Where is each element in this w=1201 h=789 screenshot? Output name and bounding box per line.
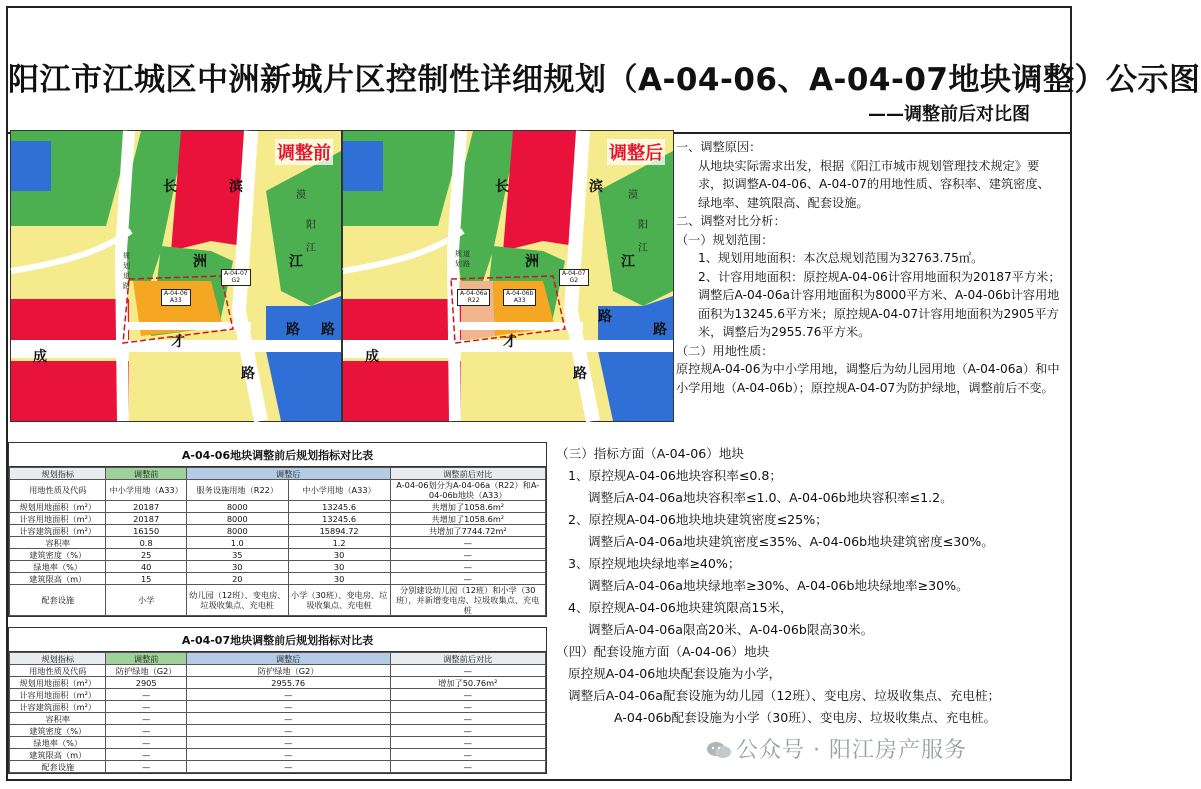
road-label: 江 [289,254,303,270]
section-heading: （四）配套设施方面（A-04-06）地块 [556,644,770,659]
paragraph: 调整后A-04-06a地块绿地率≥30%、A-04-06b地块绿地率≥30%。 [588,578,969,593]
road-label: 洲 [193,254,207,270]
road-note: 规 [123,252,130,260]
table-cell: 防护绿地（G2） [186,665,390,677]
table-cell: 用地性质及代码 [10,665,106,677]
plot-use: G2 [231,276,241,284]
road-label: 才 [171,334,185,350]
table-row [10,525,546,537]
table-row [10,761,546,773]
paragraph: 2、计容用地面积：原控规A-04-06计容用地面积为20187平方米；调整后A-04-06a计容用地面积为8000平方米、A-04-06b计容用地面积为13245.6平方米；原控规A-04-07计容用地面积为2905平方米，调整后为2955.76平方米。 [698,269,1061,339]
table-cell: — [106,761,186,773]
table-cell: — [106,725,186,737]
table-cell: 容积率 [10,537,106,549]
paragraph: 调整后A-04-06a地块建筑密度≤35%、A-04-06b地块建筑密度≤30%。 [588,534,994,549]
table-cell: — [390,737,545,749]
table-cell: 15 [106,573,186,585]
table-title: A-04-07地块调整前后规划指标对比表 [9,628,546,652]
table-cell: 35 [186,549,288,561]
paragraph: 1、规划用地面积：本次总规划范围为32763.75㎡。 [698,251,984,265]
river-label: 阳 [638,220,648,231]
table-row [10,480,546,501]
table-cell: 2955.76 [186,677,390,689]
header-cell: 规划指标 [10,653,106,665]
table-cell: 13245.6 [288,513,390,525]
table-cell: — [186,689,390,701]
table-cell: 规划用地面积（m²） [10,677,106,689]
plot-code: A-04-06b [506,290,534,297]
map-before-drawing [11,131,341,421]
road-label: 路 [598,309,612,325]
table-cell: — [186,749,390,761]
plot-code: A-04-06a [460,290,488,297]
road-label: 路 [286,322,300,338]
table-cell: 2905 [106,677,186,689]
page-title: 阳江市江城区中洲新城片区控制性详细规划（A-04-06、A-04-07地块调整）公示图 [8,62,1201,98]
table-row [10,713,546,725]
table-cell: — [390,713,545,725]
road-note: 路 [463,260,470,268]
table-cell: 13245.6 [288,501,390,513]
plot-code: A-04-06 [164,290,188,297]
table-cell: 分别建设幼儿园（12班）和小学（30班），并新增变电房、垃圾收集点、充电桩 [390,585,545,616]
header-cell: 调整前 [106,468,186,480]
paragraph: 调整后A-04-06a配套设施为幼儿园（12班）、变电房、垃圾收集点、充电桩； [568,688,1001,703]
plot-use: A33 [513,296,526,304]
table-row [10,585,546,616]
road-label: 成 [33,349,47,365]
table-cell: 绿地率（%） [10,737,106,749]
plot-tag-a04-07 [559,269,589,286]
paragraph: 原控规A-04-06地块配套设施为小学， [568,666,782,681]
table-cell: — [390,761,545,773]
title-block [8,8,1201,134]
table-cell: 建筑限高（m） [10,749,106,761]
table-cell: — [390,561,545,573]
road-note: 路 [123,282,130,290]
table-cell: 计容用地面积（m²） [10,689,106,701]
table-cell: — [390,725,545,737]
plot-use: G2 [569,276,579,284]
table-cell: 共增加了7744.72m² [390,525,545,537]
paragraph: 1、原控规A-04-06地块容积率≤0.8； [568,468,783,483]
map-after [342,130,674,422]
paragraph: 原控规A-04-06为中小学用地，调整后为幼儿园用地（A-04-06a）和中小学用地（A-04-06b）；原控规A-04-07为防护绿地，调整前后不变。 [676,362,1060,395]
subsection-heading: （一）规划范围： [676,232,774,247]
adjustment-notes [676,138,1061,397]
paragraph: 2、原控规A-04-06地块地块建筑密度≤25%； [568,512,828,527]
header-cell: 调整后 [186,653,390,665]
paragraph: 4、原控规A-04-06地块建筑限高15米， [568,600,793,615]
table-cell: 容积率 [10,713,106,725]
table-cell: — [106,749,186,761]
road-label: 长 [495,179,509,195]
plot-tag-a04-06b [503,289,536,306]
table-cell: 建筑限高（m） [10,573,106,585]
table-row [10,537,546,549]
table-row [10,561,546,573]
table-cell: 30 [186,561,288,573]
plot-tag-a04-07 [221,269,251,286]
table-cell: 服务设施用地（R22） [186,480,288,501]
road-label: 路 [573,366,587,382]
table-cell: — [390,701,545,713]
table-body [10,665,546,773]
table-row [10,701,546,713]
table-cell: 建筑密度（%） [10,725,106,737]
road-label: 滨 [229,179,243,195]
table-row [10,749,546,761]
road-note: 道 [463,250,470,258]
paragraph: 3、原控规地块绿地率≥40%； [568,556,741,571]
header-cell: 调整前后对比 [390,653,545,665]
table-cell: 8000 [186,525,288,537]
header-cell: 规划指标 [10,468,106,480]
plot-use: A33 [169,296,182,304]
table-cell: — [106,701,186,713]
wechat-icon [706,740,732,760]
table-cell: 共增加了1058.6m² [390,513,545,525]
table-cell: 40 [106,561,186,573]
table-cell: 小学 [106,585,186,616]
table-cell: 20187 [106,501,186,513]
plot-tag-a04-06 [161,289,191,306]
table-cell: — [186,737,390,749]
table-body [10,480,546,616]
page-subtitle: ——调整前后对比图 [868,104,1030,125]
table-row [10,573,546,585]
table-a04-06 [8,442,547,617]
table-cell: — [390,665,545,677]
table-row [10,737,546,749]
table-row [10,513,546,525]
table-row [10,677,546,689]
table-cell: 16150 [106,525,186,537]
table-cell: — [106,713,186,725]
indicator-table [9,467,546,616]
road-label: 路 [653,322,667,338]
watermark [706,733,967,764]
section-heading: 二、调整对比分析： [676,214,786,228]
table-cell: 幼儿园（12班）、变电房、垃圾收集点、充电桩 [186,585,288,616]
table-cell: 8000 [186,501,288,513]
table-header-row [10,468,546,480]
table-row [10,501,546,513]
river-label: 漠 [296,190,306,201]
map-after-drawing [343,131,673,421]
road-label: 滨 [589,179,603,195]
table-cell: 计容建筑面积（m²） [10,525,106,537]
after-badge: 调整后 [607,139,665,165]
table-cell: 20 [186,573,288,585]
paragraph: 调整后A-04-06a地块容积率≤1.0、A-04-06b地块容积率≤1.2。 [588,490,953,505]
table-cell: 用地性质及代码 [10,480,106,501]
section-heading: （三）指标方面（A-04-06）地块 [556,446,745,461]
table-cell: — [186,701,390,713]
table-cell: — [186,725,390,737]
paragraph: 从地块实际需求出发，根据《阳江市城市规划管理技术规定》要求，拟调整A-04-06、A-04-07的用地性质、容积率、建筑密度、绿地率、建筑限高、配套设施。 [698,158,1050,210]
table-a04-07 [8,627,547,774]
header-cell: 调整前 [106,653,186,665]
table-cell: — [390,573,545,585]
paragraph: 调整后A-04-06a限高20米、A-04-06b限高30米。 [588,622,874,637]
road-note: 规 [455,250,462,258]
river-label: 漠 [628,190,638,201]
table-cell: 建筑密度（%） [10,549,106,561]
river-label: 江 [638,243,648,254]
table-cell: 小学（30班）、变电房、垃圾收集点、充电桩 [288,585,390,616]
table-cell: 计容建筑面积（m²） [10,701,106,713]
road-label: 成 [365,349,379,365]
before-badge: 调整前 [275,139,333,165]
header-cell: 调整前后对比 [390,468,545,480]
table-row [10,665,546,677]
river-label: 江 [306,243,316,254]
map-before [10,130,342,422]
table-cell: 8000 [186,513,288,525]
table-cell: 0.8 [106,537,186,549]
table-cell: 防护绿地（G2） [106,665,186,677]
table-cell: 1.0 [186,537,288,549]
table-cell: 25 [106,549,186,561]
road-label: 江 [621,254,635,270]
plot-code: A-04-07 [224,270,248,277]
section-heading: 一、调整原因： [676,140,762,154]
road-label: 路 [241,366,255,382]
table-row [10,689,546,701]
road-label: 洲 [525,254,539,270]
plot-use: R22 [467,296,480,304]
river-label: 阳 [306,220,316,231]
watermark-text: 公众号 · 阳江房产服务 [736,738,967,763]
road-label: 长 [163,179,177,195]
table-cell: 中小学用地（A33） [288,480,390,501]
table-cell: 1.2 [288,537,390,549]
table-cell: A-04-06划分为A-04-06a（R22）和A-04-06b地块（A33） [390,480,545,501]
table-cell: — [390,689,545,701]
table-cell: — [390,749,545,761]
table-cell: 30 [288,561,390,573]
table-cell: 30 [288,573,390,585]
table-cell: — [186,713,390,725]
table-cell: 中小学用地（A33） [106,480,186,501]
table-cell: — [106,737,186,749]
table-cell: — [106,689,186,701]
table-cell: 15894.72 [288,525,390,537]
table-cell: 共增加了1058.6m² [390,501,545,513]
road-note: 划 [455,260,462,268]
indicator-table [9,652,546,773]
road-label: 路 [321,322,335,338]
road-note: 划 [123,262,130,270]
table-cell: 配套设施 [10,761,106,773]
table-cell: 规划用地面积（m²） [10,501,106,513]
table-cell: 配套设施 [10,585,106,616]
plot-tag-a04-06a [457,289,490,306]
table-row [10,549,546,561]
table-cell: 计容用地面积（m²） [10,513,106,525]
table-cell: 30 [288,549,390,561]
plot-code: A-04-07 [562,270,586,277]
road-label: 才 [503,334,517,350]
paragraph: A-04-06b配套设施为小学（30班）、变电房、垃圾收集点、充电桩。 [614,710,997,725]
table-cell: — [390,549,545,561]
table-header-row [10,653,546,665]
table-cell: 20187 [106,513,186,525]
table-title: A-04-06地块调整前后规划指标对比表 [9,443,546,467]
subsection-heading: （二）用地性质： [676,343,774,358]
header-cell: 调整后 [186,468,390,480]
road-note: 道 [123,272,130,280]
table-row [10,725,546,737]
indicator-notes [556,443,1061,729]
table-cell: 增加了50.76m² [390,677,545,689]
table-cell: — [390,537,545,549]
table-cell: 绿地率（%） [10,561,106,573]
table-cell: — [186,761,390,773]
